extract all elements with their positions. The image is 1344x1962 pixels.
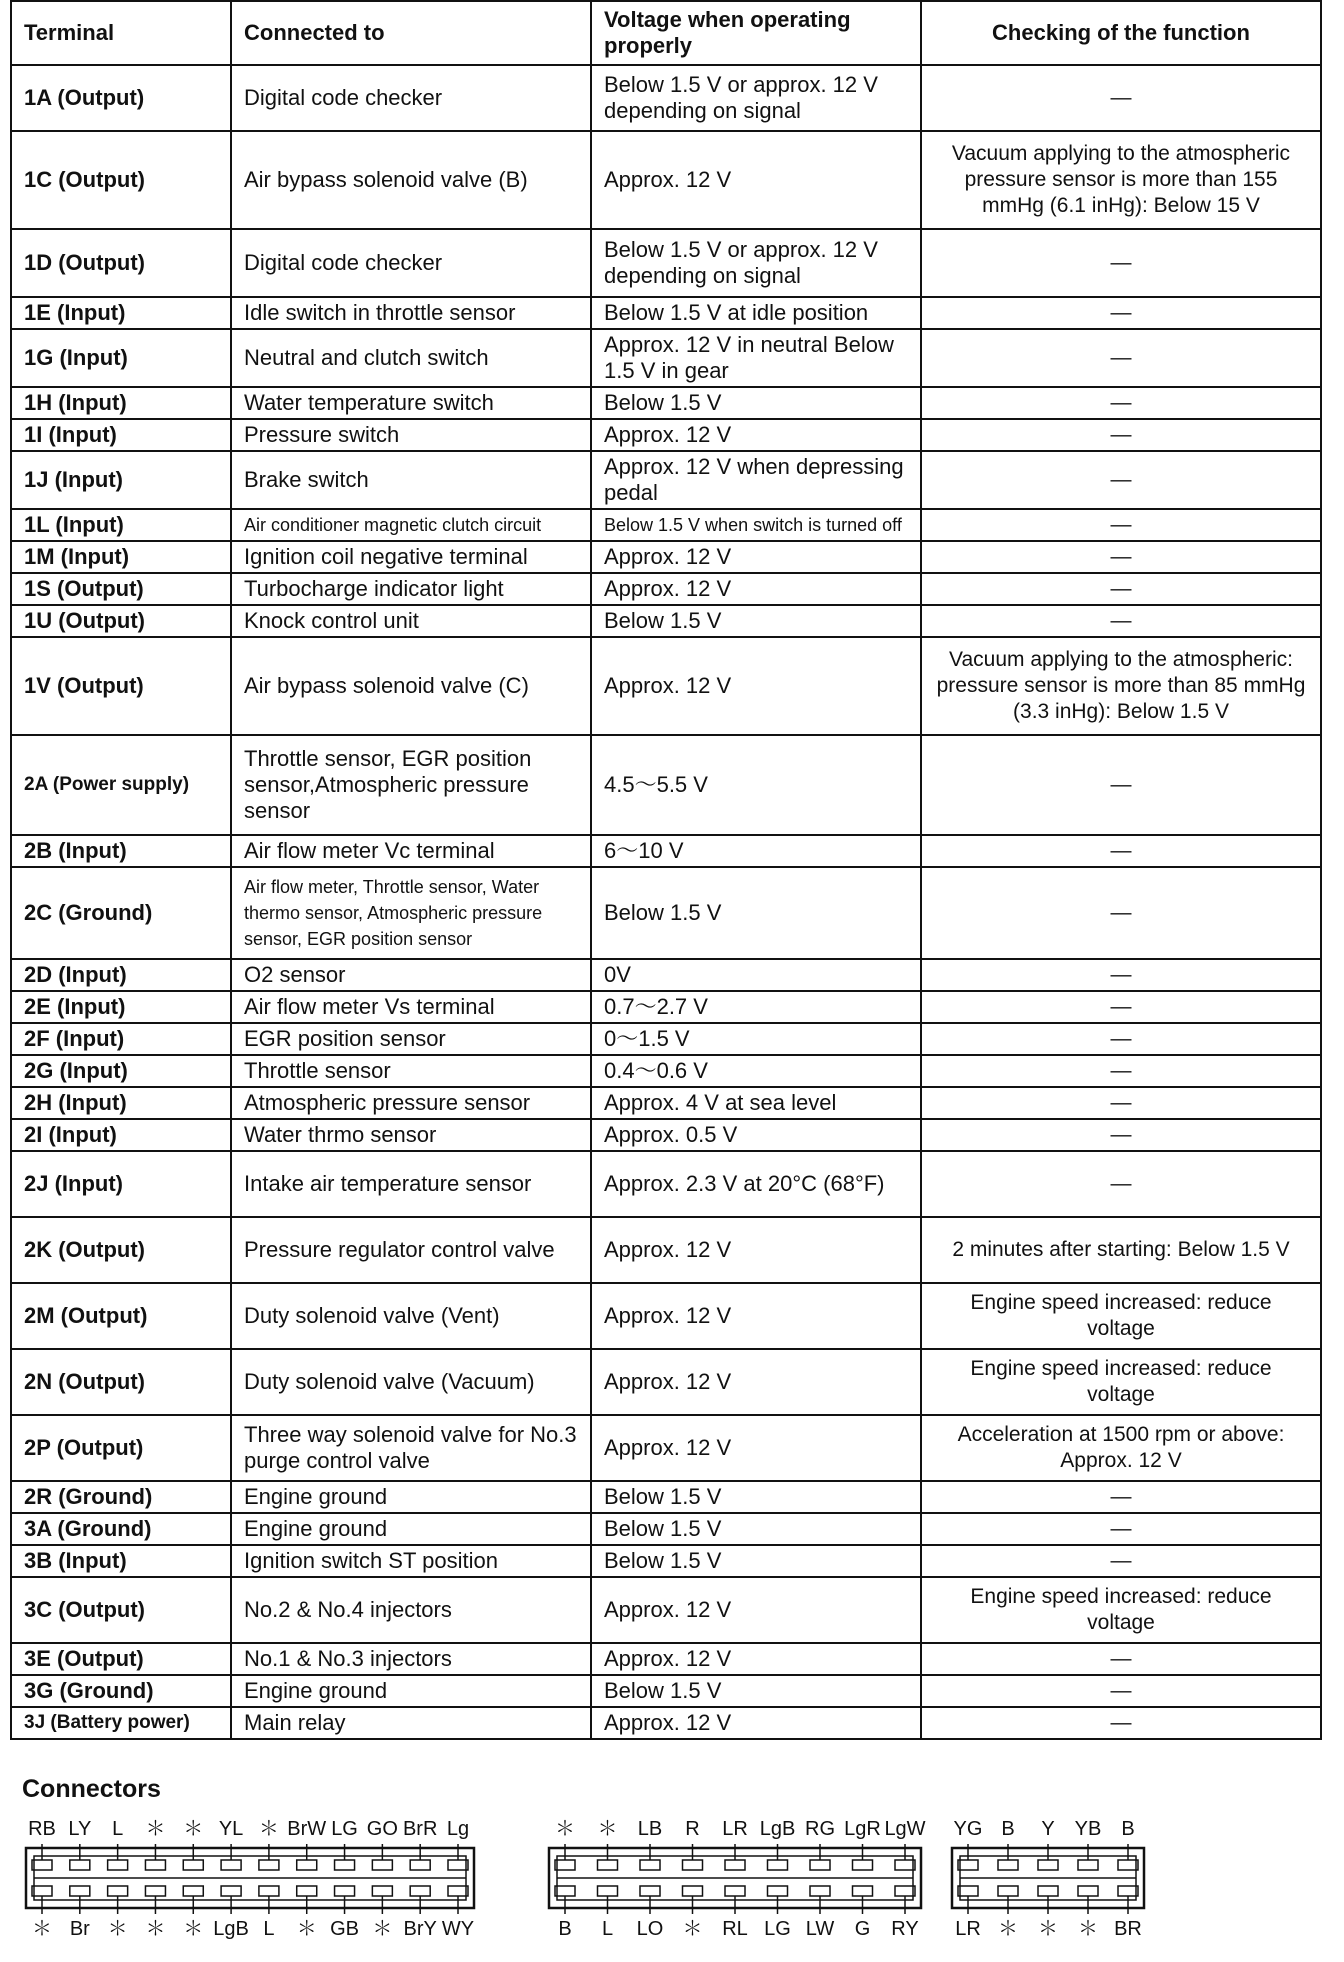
connected-to-cell: Air flow meter Vc terminal	[231, 835, 591, 867]
voltage-cell: Below 1.5 V at idle position	[591, 297, 921, 329]
connector-top-label: BrW	[287, 1818, 327, 1840]
connector-pin-bottom	[183, 1886, 203, 1896]
connector-pin-top	[145, 1860, 165, 1870]
voltage-cell: 6～10 V	[591, 835, 921, 867]
table-body	[11, 65, 1321, 1739]
check-cell: —	[921, 229, 1321, 297]
connector-bottom-label: GB	[330, 1918, 359, 1940]
connector-pin-top	[598, 1860, 618, 1870]
connector-bottom-label: ＊	[682, 1918, 703, 1940]
connector-pin-bottom	[853, 1886, 873, 1896]
terminal-cell: 2B (Input)	[11, 835, 231, 867]
table-row	[11, 419, 1321, 451]
table-row	[11, 605, 1321, 637]
table-row	[11, 1707, 1321, 1739]
connector-top-label: LgW	[884, 1818, 926, 1840]
connector-pin-bottom	[448, 1886, 468, 1896]
check-cell: —	[921, 867, 1321, 959]
connector-pin-bottom	[1078, 1886, 1098, 1896]
terminal-cell: 1A (Output)	[11, 65, 231, 131]
check-cell: —	[921, 387, 1321, 419]
connector-pin-top	[683, 1860, 703, 1870]
connector-pin-bottom	[555, 1886, 575, 1896]
voltage-cell: Approx. 12 V	[591, 419, 921, 451]
check-cell: —	[921, 735, 1321, 835]
connected-to-cell: Water temperature switch	[231, 387, 591, 419]
check-cell: —	[921, 1513, 1321, 1545]
terminal-cell: 2K (Output)	[11, 1217, 231, 1283]
table-row	[11, 451, 1321, 509]
voltage-cell: 0～1.5 V	[591, 1023, 921, 1055]
connector-bottom-label: B	[558, 1918, 572, 1940]
connector-pin-top	[895, 1860, 915, 1870]
connector-top-label: LgR	[844, 1818, 881, 1840]
terminal-cell: 2M (Output)	[11, 1283, 231, 1349]
voltage-cell: Below 1.5 V	[591, 1513, 921, 1545]
terminal-cell: 1V (Output)	[11, 637, 231, 735]
voltage-cell: Approx. 0.5 V	[591, 1119, 921, 1151]
connector-pin-bottom	[598, 1886, 618, 1896]
connected-to-cell: Knock control unit	[231, 605, 591, 637]
connector-top-label: GO	[366, 1818, 398, 1840]
check-cell: —	[921, 1707, 1321, 1739]
voltage-cell: Below 1.5 V	[591, 387, 921, 419]
table-row	[11, 735, 1321, 835]
connector-pin-bottom	[958, 1886, 978, 1896]
connector-bottom-label: G	[854, 1918, 871, 1940]
table-row	[11, 637, 1321, 735]
connector-pin-top	[555, 1860, 575, 1870]
connector-pin-bottom	[1038, 1886, 1058, 1896]
connected-to-cell: Throttle sensor	[231, 1055, 591, 1087]
connector-pin-bottom	[32, 1886, 52, 1896]
connector-bottom-label: L	[263, 1918, 275, 1940]
voltage-cell: Approx. 12 V	[591, 131, 921, 229]
connector-pin-top	[640, 1860, 660, 1870]
table-row	[11, 65, 1321, 131]
connected-to-cell: Ignition switch ST position	[231, 1545, 591, 1577]
terminal-cell: 1S (Output)	[11, 573, 231, 605]
check-cell: —	[921, 1023, 1321, 1055]
connector-top-label: LY	[68, 1818, 92, 1840]
connector-pin-top	[810, 1860, 830, 1870]
check-cell: Acceleration at 1500 rpm or above: Approx. 12 V	[921, 1415, 1321, 1481]
connector-pin-top	[998, 1860, 1018, 1870]
voltage-cell: Approx. 2.3 V at 20°C (68°F)	[591, 1151, 921, 1217]
connector-bottom-label: ＊	[145, 1918, 166, 1940]
terminal-cell: 2R (Ground)	[11, 1481, 231, 1513]
connector-pin-bottom	[640, 1886, 660, 1896]
connector-pin-top	[221, 1860, 241, 1870]
connector-bottom-label: ＊	[183, 1918, 204, 1940]
table-row	[11, 1513, 1321, 1545]
voltage-cell: Approx. 12 V	[591, 1707, 921, 1739]
connected-to-cell: No.1 & No.3 injectors	[231, 1643, 591, 1675]
connector-pin-bottom	[683, 1886, 703, 1896]
check-cell: Engine speed increased: reduce voltage	[921, 1283, 1321, 1349]
table-row	[11, 1087, 1321, 1119]
voltage-cell: 0.4～0.6 V	[591, 1055, 921, 1087]
terminal-cell: 3E (Output)	[11, 1643, 231, 1675]
connector-top-label: YG	[953, 1818, 983, 1840]
table-row	[11, 573, 1321, 605]
connector-top-label: ＊	[145, 1818, 166, 1840]
connector-bottom-label: WY	[441, 1918, 475, 1940]
connector-bottom-label: LW	[805, 1918, 835, 1940]
terminal-cell: 2D (Input)	[11, 959, 231, 991]
connected-to-cell: Air bypass solenoid valve (C)	[231, 637, 591, 735]
check-cell: —	[921, 1087, 1321, 1119]
table-row	[11, 229, 1321, 297]
connector-pin-top	[853, 1860, 873, 1870]
connector-pin-bottom	[768, 1886, 788, 1896]
connector-pin-top	[259, 1860, 279, 1870]
connected-to-cell: Idle switch in throttle sensor	[231, 297, 591, 329]
connector-pin-top	[108, 1860, 128, 1870]
table-row	[11, 959, 1321, 991]
connector-pin-top	[335, 1860, 355, 1870]
terminal-table	[10, 0, 1322, 1740]
check-cell: —	[921, 991, 1321, 1023]
voltage-cell: Below 1.5 V	[591, 1481, 921, 1513]
voltage-cell: 4.5～5.5 V	[591, 735, 921, 835]
connected-to-cell: Neutral and clutch switch	[231, 329, 591, 387]
connector-bottom-label: ＊	[107, 1918, 128, 1940]
table-row	[11, 1545, 1321, 1577]
table-row	[11, 131, 1321, 229]
voltage-cell: Below 1.5 V or approx. 12 V depending on signal	[591, 65, 921, 131]
terminal-cell: 1E (Input)	[11, 297, 231, 329]
connected-to-cell: Brake switch	[231, 451, 591, 509]
check-cell: —	[921, 1545, 1321, 1577]
terminal-cell: 1U (Output)	[11, 605, 231, 637]
voltage-cell: Approx. 12 V	[591, 1415, 921, 1481]
connector-1	[22, 1812, 478, 1962]
connector-pin-bottom	[998, 1886, 1018, 1896]
connector-pin-top	[1038, 1860, 1058, 1870]
terminal-cell: 1I (Input)	[11, 419, 231, 451]
connector-pin-top	[183, 1860, 203, 1870]
terminal-cell: 3A (Ground)	[11, 1513, 231, 1545]
connected-to-cell: Engine ground	[231, 1675, 591, 1707]
connector-pin-top	[1078, 1860, 1098, 1870]
table-row	[11, 1675, 1321, 1707]
connector-top-label: B	[1121, 1818, 1135, 1840]
table-row	[11, 835, 1321, 867]
connector-top-label: ＊	[555, 1818, 575, 1840]
connector-top-label: B	[1001, 1818, 1015, 1840]
connector-bottom-label: RL	[722, 1918, 748, 1940]
connected-to-cell: Engine ground	[231, 1513, 591, 1545]
connector-pin-bottom	[70, 1886, 90, 1896]
connector-pin-bottom	[297, 1886, 317, 1896]
terminal-cell: 1G (Input)	[11, 329, 231, 387]
connector-top-label: ＊	[597, 1818, 618, 1840]
table-row	[11, 1119, 1321, 1151]
voltage-cell: Approx. 4 V at sea level	[591, 1087, 921, 1119]
voltage-cell: 0V	[591, 959, 921, 991]
connector-pin-top	[410, 1860, 430, 1870]
connected-to-cell: Digital code checker	[231, 229, 591, 297]
terminal-cell: 1L (Input)	[11, 509, 231, 541]
header-terminal: Terminal	[11, 1, 231, 65]
voltage-cell: Below 1.5 V or approx. 12 V depending on signal	[591, 229, 921, 297]
connector-pin-top	[725, 1860, 745, 1870]
check-cell: —	[921, 1675, 1321, 1707]
connector-pin-bottom	[221, 1886, 241, 1896]
connector-pin-bottom	[145, 1886, 165, 1896]
connector-top-label: ＊	[183, 1818, 204, 1840]
connector-bottom-label: LG	[764, 1918, 791, 1940]
connector-pin-top	[372, 1860, 392, 1870]
check-cell: —	[921, 835, 1321, 867]
connector-bottom-label: ＊	[372, 1918, 393, 1940]
connector-pin-bottom	[1118, 1886, 1138, 1896]
terminal-cell: 1M (Input)	[11, 541, 231, 573]
voltage-cell: Approx. 12 V	[591, 1643, 921, 1675]
connector-bottom-label: ＊	[296, 1918, 317, 1940]
connector-top-label: LB	[637, 1818, 663, 1840]
connector-pin-top	[768, 1860, 788, 1870]
table-row	[11, 867, 1321, 959]
table-row	[11, 1283, 1321, 1349]
connector-pin-top	[297, 1860, 317, 1870]
connected-to-cell: Throttle sensor, EGR position sensor,Atmospheric pressure sensor	[231, 735, 591, 835]
connected-to-cell: Ignition coil negative terminal	[231, 541, 591, 573]
header-connected-to: Connected to	[231, 1, 591, 65]
connected-to-cell: Digital code checker	[231, 65, 591, 131]
table-row	[11, 1217, 1321, 1283]
connector-bottom-label: L	[601, 1918, 614, 1940]
terminal-cell: 2A (Power supply)	[11, 735, 231, 835]
terminal-cell: 3C (Output)	[11, 1577, 231, 1643]
check-cell: —	[921, 419, 1321, 451]
check-cell: —	[921, 1151, 1321, 1217]
voltage-cell: Below 1.5 V	[591, 1545, 921, 1577]
connector-top-label: LG	[331, 1818, 358, 1840]
check-cell: —	[921, 541, 1321, 573]
voltage-cell: Approx. 12 V when depressing pedal	[591, 451, 921, 509]
table-row	[11, 1481, 1321, 1513]
check-cell: —	[921, 1481, 1321, 1513]
check-cell: —	[921, 605, 1321, 637]
table-row	[11, 387, 1321, 419]
terminal-cell: 1D (Output)	[11, 229, 231, 297]
connector-top-label: YB	[1074, 1818, 1102, 1840]
voltage-cell: Approx. 12 V	[591, 1577, 921, 1643]
connector-pin-bottom	[259, 1886, 279, 1896]
connected-to-cell: Pressure regulator control valve	[231, 1217, 591, 1283]
terminal-cell: 3G (Ground)	[11, 1675, 231, 1707]
check-cell: —	[921, 1119, 1321, 1151]
check-cell: 2 minutes after starting: Below 1.5 V	[921, 1217, 1321, 1283]
connected-to-cell: Three way solenoid valve for No.3 purge control valve	[231, 1415, 591, 1481]
connector-bottom-label: Br	[69, 1918, 90, 1940]
connector-bottom-label: ＊	[998, 1918, 1018, 1940]
terminal-cell: 2J (Input)	[11, 1151, 231, 1217]
connector-top-label: Lg	[446, 1818, 470, 1840]
terminal-cell: 2N (Output)	[11, 1349, 231, 1415]
connected-to-cell: Intake air temperature sensor	[231, 1151, 591, 1217]
connector-top-label: RG	[805, 1818, 835, 1840]
check-cell: —	[921, 1055, 1321, 1087]
connected-to-cell: No.2 & No.4 injectors	[231, 1577, 591, 1643]
connector-pin-bottom	[810, 1886, 830, 1896]
table-row	[11, 297, 1321, 329]
terminal-cell: 3J (Battery power)	[11, 1707, 231, 1739]
connector-pin-bottom	[372, 1886, 392, 1896]
connector-pin-bottom	[410, 1886, 430, 1896]
spec-sheet	[10, 0, 1320, 1740]
connector-pin-bottom	[335, 1886, 355, 1896]
connected-to-cell: Main relay	[231, 1707, 591, 1739]
table-row	[11, 541, 1321, 573]
connected-to-cell: Engine ground	[231, 1481, 591, 1513]
connector-pin-top	[70, 1860, 90, 1870]
connector-bottom-label: LR	[955, 1918, 981, 1940]
voltage-cell: Approx. 12 V	[591, 1349, 921, 1415]
check-cell: —	[921, 509, 1321, 541]
table-row	[11, 1023, 1321, 1055]
connector-bottom-label: LgB	[213, 1918, 249, 1940]
voltage-cell: Below 1.5 V	[591, 1675, 921, 1707]
terminal-cell: 1H (Input)	[11, 387, 231, 419]
voltage-cell: Below 1.5 V	[591, 867, 921, 959]
table-row	[11, 1577, 1321, 1643]
connector-2	[545, 1812, 925, 1962]
connected-to-cell: Duty solenoid valve (Vent)	[231, 1283, 591, 1349]
connected-to-cell: Air flow meter Vs terminal	[231, 991, 591, 1023]
voltage-cell: Approx. 12 V in neutral Below 1.5 V in gear	[591, 329, 921, 387]
table-row	[11, 1151, 1321, 1217]
table-row	[11, 509, 1321, 541]
connector-top-label: R	[685, 1818, 700, 1840]
check-cell: Engine speed increased: reduce voltage	[921, 1577, 1321, 1643]
connected-to-cell: Pressure switch	[231, 419, 591, 451]
table-row	[11, 991, 1321, 1023]
voltage-cell: Approx. 12 V	[591, 541, 921, 573]
voltage-cell: 0.7～2.7 V	[591, 991, 921, 1023]
connected-to-cell: Duty solenoid valve (Vacuum)	[231, 1349, 591, 1415]
terminal-cell: 1C (Output)	[11, 131, 231, 229]
connector-3	[948, 1812, 1148, 1962]
header-voltage: Voltage when operating properly	[591, 1, 921, 65]
connector-pin-top	[958, 1860, 978, 1870]
connected-to-cell: Water thrmo sensor	[231, 1119, 591, 1151]
connected-to-cell: O2 sensor	[231, 959, 591, 991]
check-cell: —	[921, 297, 1321, 329]
terminal-cell: 2P (Output)	[11, 1415, 231, 1481]
connected-to-cell: Air conditioner magnetic clutch circuit	[231, 509, 591, 541]
table-row	[11, 1415, 1321, 1481]
check-cell: —	[921, 1643, 1321, 1675]
connector-top-label: L	[112, 1818, 124, 1840]
voltage-cell: Approx. 12 V	[591, 1217, 921, 1283]
connector-top-label: YL	[218, 1818, 244, 1840]
connector-bottom-label: ＊	[1038, 1918, 1058, 1940]
header-checking: Checking of the function	[921, 1, 1321, 65]
table-row	[11, 1643, 1321, 1675]
check-cell: —	[921, 65, 1321, 131]
check-cell: —	[921, 573, 1321, 605]
connector-pin-top	[32, 1860, 52, 1870]
terminal-cell: 2C (Ground)	[11, 867, 231, 959]
connector-pin-bottom	[725, 1886, 745, 1896]
table-header-row	[11, 1, 1321, 65]
terminal-cell: 2G (Input)	[11, 1055, 231, 1087]
voltage-cell: Below 1.5 V when switch is turned off	[591, 509, 921, 541]
table-row	[11, 1055, 1321, 1087]
check-cell: —	[921, 329, 1321, 387]
connector-bottom-label: BrY	[403, 1918, 437, 1940]
voltage-cell: Approx. 12 V	[591, 573, 921, 605]
connected-to-cell: EGR position sensor	[231, 1023, 591, 1055]
connected-to-cell: Air bypass solenoid valve (B)	[231, 131, 591, 229]
voltage-cell: Approx. 12 V	[591, 637, 921, 735]
check-cell: —	[921, 959, 1321, 991]
terminal-cell: 2H (Input)	[11, 1087, 231, 1119]
terminal-cell: 2F (Input)	[11, 1023, 231, 1055]
terminal-cell: 3B (Input)	[11, 1545, 231, 1577]
check-cell: —	[921, 451, 1321, 509]
voltage-cell: Below 1.5 V	[591, 605, 921, 637]
check-cell: Engine speed increased: reduce voltage	[921, 1349, 1321, 1415]
connected-to-cell: Turbocharge indicator light	[231, 573, 591, 605]
connector-pin-bottom	[895, 1886, 915, 1896]
connector-pin-bottom	[108, 1886, 128, 1896]
voltage-cell: Approx. 12 V	[591, 1283, 921, 1349]
terminal-cell: 1J (Input)	[11, 451, 231, 509]
check-cell: Vacuum applying to the atmospheric: pressure sensor is more than 85 mmHg (3.3 inHg): Below 1.5 V	[921, 637, 1321, 735]
connector-bottom-label: ＊	[1078, 1918, 1098, 1940]
connector-top-label: ＊	[258, 1818, 279, 1840]
connector-bottom-label: BR	[1114, 1918, 1142, 1940]
connector-bottom-label: RY	[891, 1918, 919, 1940]
connector-top-label: BrR	[402, 1818, 438, 1840]
terminal-cell: 2I (Input)	[11, 1119, 231, 1151]
connected-to-cell: Atmospheric pressure sensor	[231, 1087, 591, 1119]
connector-top-label: RB	[28, 1818, 56, 1840]
connector-top-label: LgB	[759, 1818, 796, 1840]
connector-pin-top	[448, 1860, 468, 1870]
connector-bottom-label: ＊	[32, 1918, 52, 1940]
table-row	[11, 329, 1321, 387]
connectors-title: Connectors	[22, 1775, 161, 1803]
connector-pin-top	[1118, 1860, 1138, 1870]
connector-top-label: Y	[1041, 1818, 1055, 1840]
connected-to-cell: Air flow meter, Throttle sensor, Water thermo sensor, Atmospheric pressure sensor, EGR position sensor	[231, 867, 591, 959]
check-cell: Vacuum applying to the atmospheric pressure sensor is more than 155 mmHg (6.1 inHg): Below 15 V	[921, 131, 1321, 229]
connector-bottom-label: LO	[636, 1918, 664, 1940]
table-row	[11, 1349, 1321, 1415]
terminal-cell: 2E (Input)	[11, 991, 231, 1023]
connector-top-label: LR	[722, 1818, 748, 1840]
